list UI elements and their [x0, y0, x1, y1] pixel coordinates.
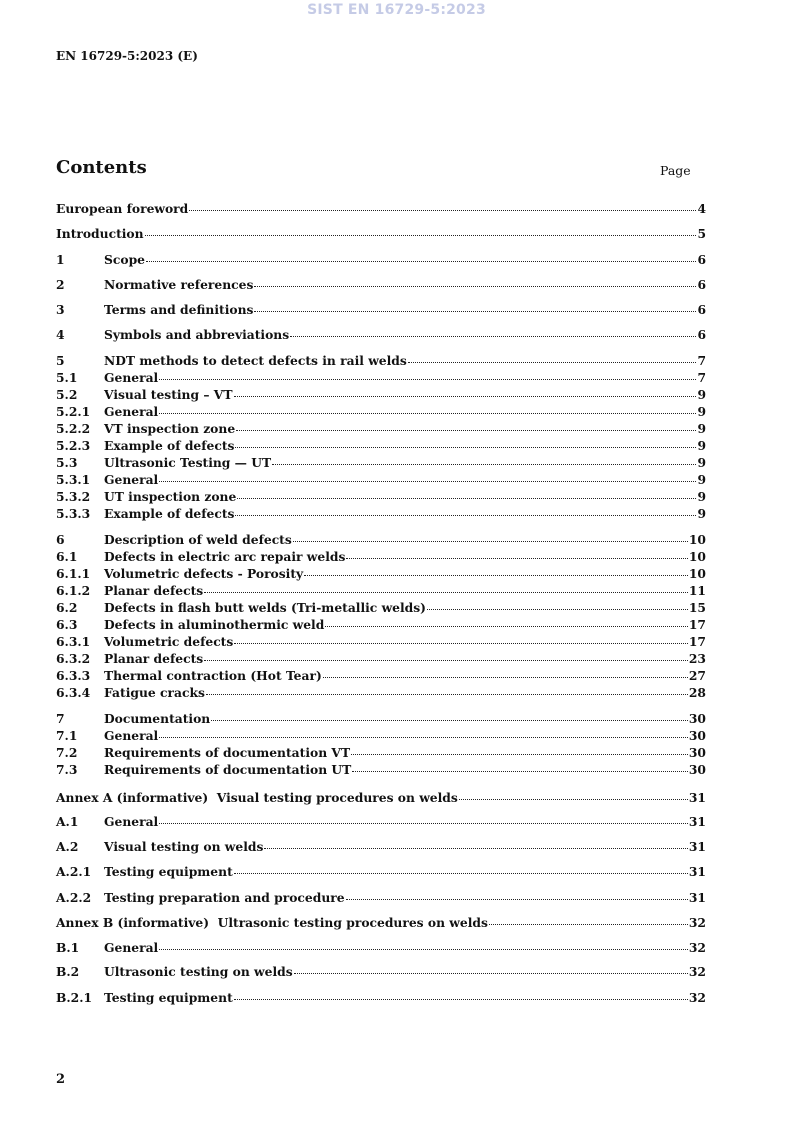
- toc-entry-title: Volumetric defects: [104, 634, 234, 649]
- toc-entry[interactable]: [56, 600, 706, 617]
- toc-entry-page: 32: [688, 964, 706, 979]
- toc-dot-leader: [235, 506, 696, 516]
- toc-entry-page: 32: [688, 940, 706, 955]
- toc-entry-title: Requirements of documentation UT: [104, 762, 352, 777]
- toc-entry-number: 5: [56, 353, 65, 368]
- toc-entry-number: 6.3: [56, 617, 78, 632]
- toc-dot-leader: [290, 327, 696, 337]
- toc-dot-leader: [189, 201, 696, 211]
- toc-entry-page: 9: [697, 472, 706, 487]
- toc-entry-title: Testing preparation and procedure: [104, 890, 345, 905]
- toc-entry-number: B.2: [56, 964, 80, 979]
- toc-entry[interactable]: [56, 201, 706, 218]
- toc-entry-title: Thermal contraction (Hot Tear): [104, 668, 322, 683]
- toc-entry[interactable]: [56, 387, 706, 404]
- toc-entry-number: 2: [56, 277, 65, 292]
- toc-entry-number: B.2.1: [56, 990, 93, 1005]
- toc-entry-page: 10: [688, 549, 706, 564]
- toc-entry[interactable]: [56, 651, 706, 668]
- toc-dot-leader: [159, 814, 688, 824]
- toc-entry-title: Volumetric defects - Porosity: [104, 566, 304, 581]
- toc-entry[interactable]: [56, 532, 706, 549]
- toc-entry-title: Scope: [104, 252, 145, 267]
- toc-entry-number: 1: [56, 252, 65, 267]
- watermark: SIST EN 16729-5:2023: [307, 2, 486, 18]
- toc-entry[interactable]: [56, 864, 706, 881]
- toc-entry-title: General: [104, 472, 159, 487]
- toc-entry[interactable]: [56, 549, 706, 566]
- toc-dot-leader: [254, 302, 696, 312]
- toc-entry-title: General: [104, 728, 159, 743]
- toc-entry[interactable]: [56, 915, 706, 932]
- toc-dot-leader: [159, 472, 696, 482]
- toc-entry-page: 9: [697, 455, 706, 470]
- toc-entry-page: 6: [697, 327, 706, 342]
- toc-entry[interactable]: [56, 438, 706, 455]
- toc-entry-number: 5.1: [56, 370, 78, 385]
- toc-entry[interactable]: [56, 302, 706, 319]
- toc-entry-number: 5.3: [56, 455, 78, 470]
- toc-entry-number: 5.2: [56, 387, 78, 402]
- toc-entry-title: Symbols and abbreviations: [104, 327, 290, 342]
- toc-entry[interactable]: [56, 472, 706, 489]
- toc-dot-leader: [234, 864, 688, 874]
- toc-entry-number: 7.1: [56, 728, 78, 743]
- toc-dot-leader: [206, 685, 688, 695]
- toc-entry-title: Example of defects: [104, 506, 235, 521]
- toc-dot-leader: [159, 370, 696, 380]
- toc-entry-page: 9: [697, 387, 706, 402]
- toc-entry-page: 9: [697, 489, 706, 504]
- toc-entry-page: 31: [688, 864, 706, 879]
- toc-dot-leader: [145, 226, 697, 236]
- toc-entry-title: Annex A (informative) Visual testing procedures on welds: [56, 790, 458, 805]
- toc-entry-title: Planar defects: [104, 651, 204, 666]
- toc-entry-page: 10: [688, 566, 706, 581]
- toc-entry-title: Documentation: [104, 711, 211, 726]
- toc-entry-number: 7.2: [56, 745, 78, 760]
- toc-entry-page: 9: [697, 506, 706, 521]
- page-column-label: Page: [660, 163, 691, 178]
- toc-entry[interactable]: [56, 790, 706, 807]
- toc-entry-number: 5.3.2: [56, 489, 91, 504]
- toc-dot-leader: [234, 990, 688, 1000]
- toc-entry[interactable]: [56, 421, 706, 438]
- toc-dot-leader: [159, 728, 688, 738]
- toc-dot-leader: [489, 915, 688, 925]
- toc-entry[interactable]: [56, 711, 706, 728]
- toc-dot-leader: [159, 404, 696, 414]
- toc-dot-leader: [146, 252, 696, 262]
- toc-entry[interactable]: [56, 668, 706, 685]
- toc-dot-leader: [346, 549, 687, 559]
- toc-entry[interactable]: [56, 839, 706, 856]
- toc-entry-page: 11: [688, 583, 706, 598]
- toc-dot-leader: [346, 890, 688, 900]
- toc-dot-leader: [408, 353, 697, 363]
- toc-entry-page: 5: [697, 226, 706, 241]
- toc-entry-page: 17: [688, 634, 706, 649]
- toc-entry-number: 6.3.2: [56, 651, 91, 666]
- toc-entry-page: 15: [688, 600, 706, 615]
- toc-entry[interactable]: [56, 617, 706, 634]
- toc-entry-page: 30: [688, 711, 706, 726]
- toc-entry[interactable]: [56, 252, 706, 269]
- toc-dot-leader: [159, 940, 688, 950]
- toc-entry-title: Visual testing – VT: [104, 387, 233, 402]
- toc-entry-title: Ultrasonic Testing — UT: [104, 455, 272, 470]
- toc-entry-number: 5.3.3: [56, 506, 91, 521]
- toc-dot-leader: [235, 438, 696, 448]
- toc-entry-number: 5.2.3: [56, 438, 91, 453]
- toc-entry-title: General: [104, 814, 159, 829]
- toc-entry-title: UT inspection zone: [104, 489, 237, 504]
- toc-dot-leader: [323, 668, 688, 678]
- footer-page-number: 2: [56, 1072, 66, 1087]
- toc-entry[interactable]: [56, 455, 706, 472]
- toc-entry-number: 6.3.3: [56, 668, 91, 683]
- toc-entry-title: VT inspection zone: [104, 421, 236, 436]
- toc-entry[interactable]: [56, 990, 706, 1007]
- toc-entry[interactable]: [56, 226, 706, 243]
- toc-entry-number: 6.1.1: [56, 566, 91, 581]
- toc-entry-number: B.1: [56, 940, 80, 955]
- toc-dot-leader: [272, 455, 696, 465]
- toc-entry-number: A.1: [56, 814, 79, 829]
- toc-entry-page: 27: [688, 668, 706, 683]
- toc-entry-page: 7: [697, 353, 706, 368]
- toc-entry-title: NDT methods to detect defects in rail welds: [104, 353, 407, 368]
- toc-dot-leader: [351, 745, 688, 755]
- toc-entry-title: Fatigue cracks: [104, 685, 205, 700]
- toc-entry-title: Example of defects: [104, 438, 235, 453]
- toc-entry[interactable]: [56, 890, 706, 907]
- toc-dot-leader: [304, 566, 688, 576]
- toc-entry-number: 5.2.1: [56, 404, 91, 419]
- toc-entry-page: 4: [697, 201, 706, 216]
- toc-entry[interactable]: [56, 762, 706, 779]
- toc-entry-page: 9: [697, 438, 706, 453]
- toc-entry-page: 7: [697, 370, 706, 385]
- toc-entry-page: 9: [697, 421, 706, 436]
- toc-entry-number: 6.2: [56, 600, 78, 615]
- toc-dot-leader: [325, 617, 688, 627]
- toc-dot-leader: [204, 651, 688, 661]
- toc-entry-page: 30: [688, 745, 706, 760]
- toc-entry-title: Ultrasonic testing on welds: [104, 964, 293, 979]
- toc-entry-number: A.2: [56, 839, 79, 854]
- toc-dot-leader: [234, 634, 688, 644]
- document-id: EN 16729-5:2023 (E): [56, 49, 198, 63]
- toc-entry-page: 31: [688, 814, 706, 829]
- toc-dot-leader: [237, 489, 696, 499]
- toc-entry-page: 32: [688, 915, 706, 930]
- toc-entry-title: Terms and definitions: [104, 302, 254, 317]
- toc-entry[interactable]: [56, 634, 706, 651]
- toc-entry-page: 31: [688, 790, 706, 805]
- toc-dot-leader: [234, 387, 697, 397]
- toc-entry-title: Annex B (informative) Ultrasonic testing procedures on welds: [56, 915, 488, 930]
- toc-entry-title: Normative references: [104, 277, 254, 292]
- toc-entry-page: 31: [688, 839, 706, 854]
- toc-entry-title: General: [104, 940, 159, 955]
- toc-entry[interactable]: [56, 489, 706, 506]
- toc-entry[interactable]: [56, 370, 706, 387]
- toc-entry[interactable]: [56, 964, 706, 981]
- toc-entry-number: 5.2.2: [56, 421, 91, 436]
- toc-entry-number: A.2.1: [56, 864, 92, 879]
- toc-entry-number: 7: [56, 711, 65, 726]
- toc-dot-leader: [294, 964, 688, 974]
- toc-entry-title: Visual testing on welds: [104, 839, 264, 854]
- toc-entry-page: 6: [697, 252, 706, 267]
- toc-entry-page: 32: [688, 990, 706, 1005]
- toc-entry-page: 23: [688, 651, 706, 666]
- toc-entry-title: General: [104, 370, 159, 385]
- toc-entry-number: 6.1.2: [56, 583, 91, 598]
- toc-entry-title: Planar defects: [104, 583, 204, 598]
- toc-dot-leader: [204, 583, 688, 593]
- toc-entry-number: 3: [56, 302, 65, 317]
- toc-entry-title: Defects in aluminothermic weld: [104, 617, 325, 632]
- toc-entry-title: Defects in electric arc repair welds: [104, 549, 346, 564]
- toc-entry-title: Testing equipment: [104, 990, 233, 1005]
- toc-entry-page: 6: [697, 302, 706, 317]
- toc-entry-page: 30: [688, 762, 706, 777]
- toc-entry-number: 6.1: [56, 549, 78, 564]
- toc-entry[interactable]: [56, 728, 706, 745]
- toc-entry-number: 6.3.4: [56, 685, 91, 700]
- toc-entry[interactable]: [56, 583, 706, 600]
- toc-dot-leader: [236, 421, 696, 431]
- toc-entry-page: 10: [688, 532, 706, 547]
- toc-entry-title: Testing equipment: [104, 864, 233, 879]
- toc-dot-leader: [352, 762, 688, 772]
- toc-entry-title: Description of weld defects: [104, 532, 292, 547]
- toc-entry[interactable]: [56, 327, 706, 344]
- toc-dot-leader: [427, 600, 688, 610]
- toc-dot-leader: [254, 277, 696, 287]
- toc-entry[interactable]: [56, 506, 706, 523]
- toc-entry[interactable]: [56, 814, 706, 831]
- toc-entry-page: 9: [697, 404, 706, 419]
- toc-entry-title: Introduction: [56, 226, 144, 241]
- toc-entry-number: 7.3: [56, 762, 78, 777]
- toc-entry-title: Requirements of documentation VT: [104, 745, 351, 760]
- toc-dot-leader: [293, 532, 688, 542]
- toc-dot-leader: [211, 711, 688, 721]
- toc-entry-number: 6.3.1: [56, 634, 91, 649]
- toc-dot-leader: [459, 790, 688, 800]
- toc-entry-title: General: [104, 404, 159, 419]
- toc-entry-page: 31: [688, 890, 706, 905]
- toc-entry-page: 6: [697, 277, 706, 292]
- toc-entry-title: European foreword: [56, 201, 189, 216]
- toc-entry-number: A.2.2: [56, 890, 92, 905]
- toc-entry-number: 6: [56, 532, 65, 547]
- toc-entry[interactable]: [56, 404, 706, 421]
- toc-entry-page: 28: [688, 685, 706, 700]
- toc-entry-number: 4: [56, 327, 65, 342]
- toc-entry[interactable]: [56, 745, 706, 762]
- toc-entry[interactable]: [56, 566, 706, 583]
- toc-entry[interactable]: [56, 353, 706, 370]
- toc-entry-page: 17: [688, 617, 706, 632]
- toc-entry[interactable]: [56, 685, 706, 702]
- toc-entry-page: 30: [688, 728, 706, 743]
- toc-entry[interactable]: [56, 277, 706, 294]
- toc-entry-number: 5.3.1: [56, 472, 91, 487]
- toc-entry-title: Defects in flash butt welds (Tri-metallic welds): [104, 600, 426, 615]
- toc-dot-leader: [264, 839, 687, 849]
- contents-heading: Contents: [56, 157, 147, 178]
- toc-entry[interactable]: [56, 940, 706, 957]
